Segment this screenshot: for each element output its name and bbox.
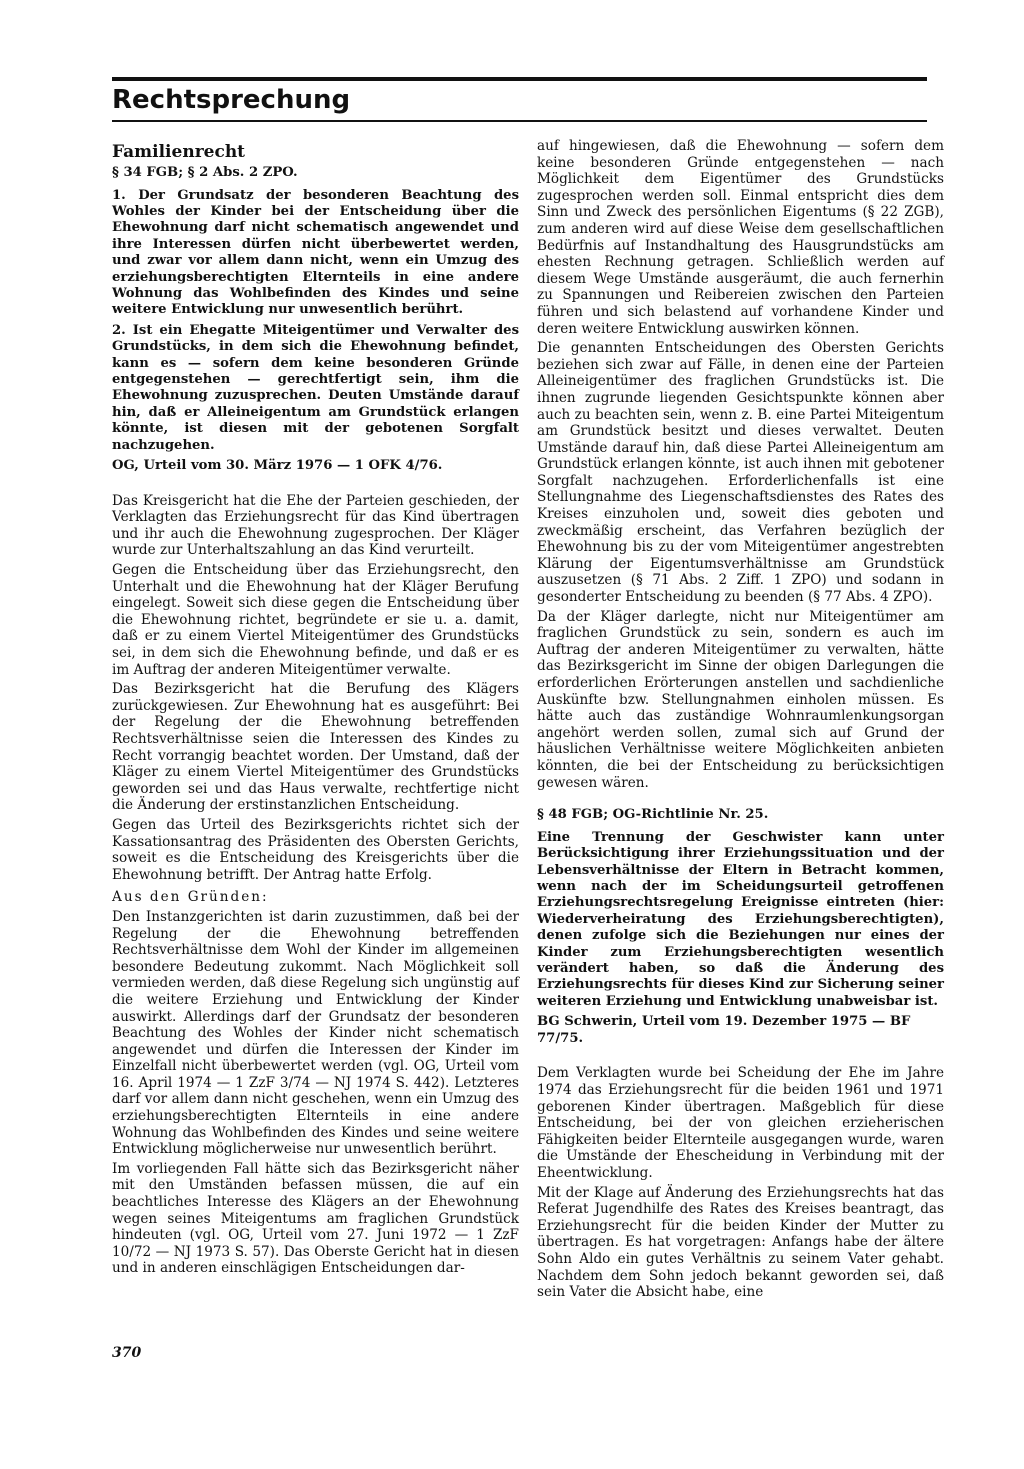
- statute-reference: § 34 FGB; § 2 Abs. 2 ZPO.: [112, 165, 298, 180]
- body-paragraph: Gegen die Entscheidung über das Erziehungsrecht, den Unterhalt und die Ehewohnung hat der Kläger Berufung eingelegt. Soweit sich diese gegen die Entscheidung über die Ehewohnung richtet, begründete er sie u. a. damit, daß er zu einem Viertel Miteigentümer des Grundstücks sei, in dem sich die Ehewohnung befinde, und daß er es im Auftrag der anderen Miteigentümer verwalte.: [112, 562, 519, 678]
- right-column: [537, 138, 944, 1304]
- body-paragraph: Mit der Klage auf Änderung des Erziehungsrechts hat das Referat Jugendhilfe des Rates des Kreises beantragt, das Erziehungsrecht für die beiden Kinder der Mutter zu übertragen. Es hat vorgetragen: Anfangs habe der ältere Sohn Aldo ein gutes Verhältnis zu seinem Vater gehabt. Nachdem dem Sohn jedoch bekannt geworden sei, daß sein Vater die Absicht habe, eine: [537, 1184, 944, 1301]
- reasons-heading: Aus den Gründen:: [112, 889, 269, 906]
- header-rule-bottom: [112, 120, 927, 122]
- body-paragraph: Da der Kläger darlegte, nicht nur Miteigentümer am fraglichen Grundstück zu sein, sondern es auch im Auftrag der anderen Miteigentümer zu verwalten, hätte das Bezirksgericht im Sinne der obigen Darlegungen die erforderlichen Erörterungen anstellen und sachdienliche Auskünfte bzw. Stellungnahmen einholen müssen. Es hätte auch das zuständige Wohnraumlenkungsorgan angehört werden sollen, zumal sich auf Grund der häuslichen Verhältnisse weitere Möglichkeiten anbieten könnten, die bei der Entscheidung zu berücksichtigen gewesen wären.: [537, 608, 944, 791]
- headnote-2: 2. Ist ein Ehegatte Miteigentümer und Verwalter des Grundstücks, in dem sich die Ehewohnung befindet, kann es — sofern dem keine besonderen Gründe entgegenstehen — gerechtfertigt sein, ihm die Ehewohnung zuzusprechen. Deuten Umstände darauf hin, daß er Alleineigentum am Grundstück erlangen könnte, ist diesen mit der gebotenen Sorgfalt nachzugehen.: [112, 322, 519, 453]
- header-rule-top: [112, 77, 927, 81]
- body-paragraph: Dem Verklagten wurde bei Scheidung der Ehe im Jahre 1974 das Erziehungsrecht für die beiden 1961 und 1971 geborenen Kinder übertragen. Maßgeblich für diese Entscheidung, bei der von gleichen erzieherischen Fähigkeiten beider Elternteile ausgegangen wurde, waren die Umstände der Ehescheidung in Verbindung mit der Eheentwicklung.: [537, 1065, 944, 1181]
- page-title: Rechtsprechung: [112, 85, 351, 115]
- case-citation-2: BG Schwerin, Urteil vom 19. Dezember 1975 — BF 77/75.: [537, 1014, 911, 1046]
- page-number: 370: [112, 1345, 142, 1361]
- statute-reference-2: § 48 FGB; OG-Richtlinie Nr. 25.: [537, 807, 769, 823]
- case-citation: OG, Urteil vom 30. März 1976 — 1 OFK 4/76.: [112, 458, 443, 474]
- left-column: [112, 138, 519, 1280]
- body-paragraph: Gegen das Urteil des Bezirksgerichts richtet sich der Kassationsantrag des Präsidenten des Obersten Gerichts, soweit es die Entscheidung des Kreisgerichts über die Ehewohnung betrifft. Der Antrag hatte Erfolg.: [112, 816, 519, 883]
- body-paragraph: Das Bezirksgericht hat die Berufung des Klägers zurückgewiesen. Zur Ehewohnung hat es ausgeführt: Bei der Regelung der die Ehewohnung betreffenden Rechtsverhältnisse seien die Interessen des Kindes zu Recht vorrangig beachtet worden. Der Umstand, daß der Kläger zu einem Viertel Miteigentümer des Grundstücks geworden sei und das Haus verwalte, rechtfertige nicht die Änderung der erstinstanzlichen Entscheidung.: [112, 681, 519, 814]
- section-title: Familienrecht: [112, 142, 246, 162]
- headnote-1: 1. Der Grundsatz der besonderen Beachtung des Wohles der Kinder bei der Entscheidung über die Ehewohnung darf nicht schematisch angewendet und ihre Interessen dürfen nicht überbewertet werden, und zwar vor allem dann nicht, wenn ein Umzug des erziehungsberechtigten Elternteils in eine andere Wohnung das Wohlbefinden des Kindes und seine weitere Entwicklung nur unwesentlich berührt.: [112, 187, 519, 318]
- body-paragraph: Das Kreisgericht hat die Ehe der Parteien geschieden, der Verklagten das Erziehungsrecht für das Kind übertragen und ihr auch die Ehewohnung zugesprochen. Der Kläger wurde zur Unterhaltszahlung an das Kind verurteilt.: [112, 492, 519, 559]
- body-paragraph: Die genannten Entscheidungen des Obersten Gerichts beziehen sich zwar auf Fälle, in denen eine der Parteien Alleineigentümer des fraglichen Grundstücks ist. Die ihnen zugrunde liegenden Gesichtspunkte können aber auch zu beachten sein, wenn z. B. eine Partei Miteigentum am Grundstück besitzt und dieses verwaltet. Deuten Umstände darauf hin, daß diese Partei Alleineigentum am Grundstück erlangen könnte, ist auch ihnen mit gebotener Sorgfalt nachzugehen. Erforderlichenfalls ist eine Stellungnahme des Liegenschaftsdienstes des Rates des Kreises einzuholen und, soweit dies geboten und zweckmäßig erscheint, das Verfahren bezüglich der Ehewohnung bis zu der vom Miteigentümer angestrebten Klärung der Eigentumsverhältnisse am Grundstück auszusetzen (§ 71 Abs. 2 Ziff. 1 ZPO) und sodann in gesonderter Entscheidung zu beenden (§ 77 Abs. 4 ZPO).: [537, 340, 944, 606]
- body-paragraph: auf hingewiesen, daß die Ehewohnung — sofern dem keine besonderen Gründe entgegenstehen — nach Möglichkeit dem Eigentümer des Grundstücks zugesprochen werden soll. Einmal entspricht dies dem Sinn und Zweck des persönlichen Eigentums (§ 22 ZGB), zum anderen wird auf diese Weise dem gesellschaftlichen Bedürfnis auf Instandhaltung des Hausgrundstücks am ehesten Rechnung getragen. Schließlich werden auf diesem Wege Umstände ausgeräumt, die auch fernerhin zu Spannungen und Reibereien zwischen den Parteien führen und sich belastend auf vorhandene Kinder und deren weitere Entwicklung auswirken können.: [537, 138, 944, 337]
- body-paragraph: Den Instanzgerichten ist darin zuzustimmen, daß bei der Regelung der die Ehewohnung betreffenden Rechtsverhältnisse dem Wohl der Kinder im allgemeinen besondere Bedeutung zukommt. Nach Möglichkeit soll vermieden werden, daß diese Regelung sich ungünstig auf die weitere Erziehung und Entwicklung der Kinder auswirkt. Allerdings darf der Grundsatz der besonderen Beachtung des Wohles der Kinder nicht schematisch angewendet und dürfen die Interessen der Kinder im Einzelfall nicht überbewertet werden (vgl. OG, Urteil vom 16. April 1974 — 1 ZzF 3/74 — NJ 1974 S. 442). Letzteres darf vor allem dann nicht geschehen, wenn ein Umzug des erziehungsberechtigten Elternteils in eine andere Wohnung das Wohlbefinden des Kindes und seine weitere Entwicklung möglicherweise nur unwesentlich berührt.: [112, 908, 519, 1158]
- body-paragraph: Im vorliegenden Fall hätte sich das Bezirksgericht näher mit den Umständen befassen müssen, die auf ein beachtliches Interesse des Klägers an der Ehewohnung wegen seines Miteigentums am fraglichen Grundstück hindeuten (vgl. OG, Urteil vom 27. Juni 1972 — 1 ZzF 10/72 — NJ 1973 S. 57). Das Oberste Gericht hat in diesen und in anderen einschlägigen Entscheidungen dar-: [112, 1160, 519, 1277]
- headnote-3: Eine Trennung der Geschwister kann unter Berücksichtigung ihrer Erziehungssituation und der Lebensverhältnisse der Eltern in Betracht kommen, wenn nach der im Scheidungsurteil getroffenen Erziehungsrechtsregelung Ereignisse eintreten (hier: Wiederverheiratung des Erziehungsberechtigten), denen zufolge sich die Beziehungen nur eines der Kinder zum Erziehungsberechtigten wesentlich verändert haben, so daß die Änderung des Erziehungsrechts für dieses Kind zur Sicherung seiner weiteren Erziehung und Entwicklung unabweisbar ist.: [537, 829, 944, 1009]
